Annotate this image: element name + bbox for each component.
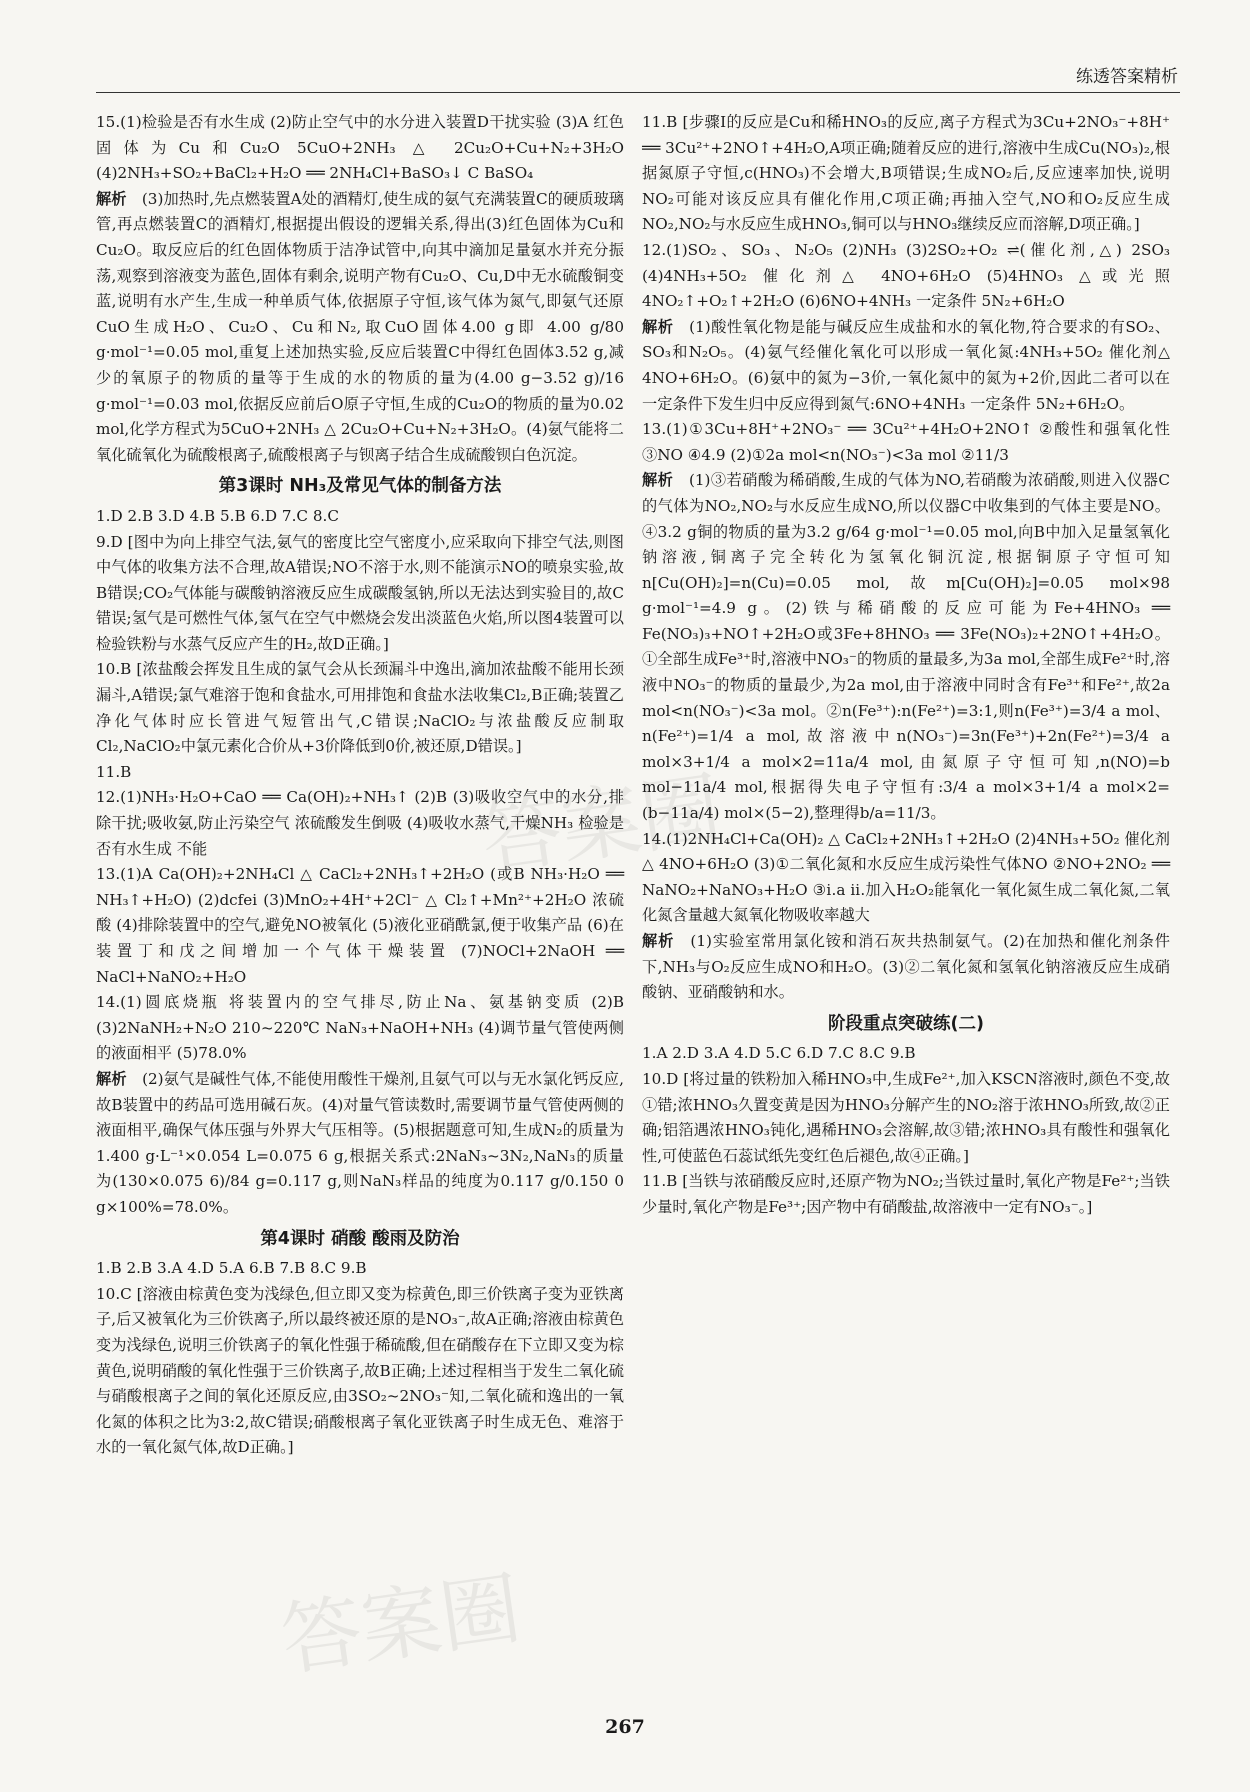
section-title: 第3课时 NH₃及常见气体的制备方法 — [218, 476, 502, 497]
answer-paragraph — [96, 657, 624, 759]
paragraph-text: 13.(1)A Ca(OH)₂+2NH₄Cl △ CaCl₂+2NH₃↑+2H₂O (或B NH₃·H₂O ══ NH₃↑+H₂O) (2)dcfei (3)MnO₂+4H⁺+2Cl⁻ △ Cl₂↑+Mn²⁺+2H₂O 浓硫酸 (4)排除装置中的空气,避免NO被氧化 (5)液化亚硝酰氯,便于收集产品 (6)在装置丁和戊之间增加一个气体干燥装置 (7)NOCl+2NaOH ══ NaCl+NaNO₂+H₂O — [96, 865, 624, 986]
answer-paragraph — [96, 785, 624, 862]
paragraph-text: 10.B [浓盐酸会挥发且生成的氯气会从长颈漏斗中逸出,滴加浓盐酸不能用长颈漏斗,A错误;氯气难溶于饱和食盐水,可用排饱和食盐水法收集Cl₂,B正确;装置乙净化气体时应长管进气短管出气,C错误;NaClO₂与浓盐酸反应制取Cl₂,NaClO₂中氯元素化合价从+3价降低到0价,被还原,D错误。] — [96, 660, 624, 756]
paragraph-text: 9.D [图中为向上排空气法,氨气的密度比空气密度小,应采取向下排空气法,则图中气体的收集方法不合理,故A错误;NO不溶于水,则不能演示NO的喷泉实验,故B错误;CO₂气体能与碳酸钠溶液反应生成碳酸氢钠,所以无法达到实验目的,故C错误;氢气是可燃性气体,氢气在空气中燃烧会发出淡蓝色火焰,所以图4装置可以检验铁粉与水蒸气反应产生的H₂,故D正确。] — [96, 532, 624, 653]
watermark: 答案圈 — [475, 761, 727, 888]
answer-paragraph — [642, 1067, 1170, 1169]
answer-paragraph — [96, 990, 624, 1067]
analysis-paragraph — [96, 187, 624, 469]
page-number: 267 — [605, 1716, 645, 1738]
paragraph-text: 10.C [溶液由棕黄色变为浅绿色,但立即又变为棕黄色,即三价铁离子变为亚铁离子,后又被氧化为三价铁离子,所以最终被还原的是NO₃⁻,故A正确;溶液由棕黄色变为浅绿色,说明三价铁离子的氧化性强于稀硫酸,但在硝酸存在下立即又变为棕黄色,说明硝酸的氧化性强于三价铁离子,故B正确;上述过程相当于发生二氧化硫与硝酸根离子之间的氧化还原反应,由3SO₂~2NO₃⁻知,二氧化硫和逸出的一氧化氮的体积之比为3:2,故C错误;硝酸根离子氧化亚铁离子时生成无色、难溶于水的一氧化氮气体,故D正确。] — [96, 1284, 624, 1457]
right-column — [642, 110, 1170, 1221]
header-title: 练透答案精析 — [1076, 67, 1178, 87]
answer-paragraph — [96, 504, 624, 530]
paragraph-text: 1.A 2.D 3.A 4.D 5.C 6.D 7.C 8.C 9.B — [642, 1044, 916, 1063]
analysis-paragraph — [642, 315, 1170, 417]
paragraph-text: 11.B [步骤Ⅰ的反应是Cu和稀HNO₃的反应,离子方程式为3Cu+2NO₃⁻+8H⁺ ══ 3Cu²⁺+2NO↑+4H₂O,A项正确;随着反应的进行,溶液中生成Cu(NO₃)₂,根据氮原子守恒,c(HNO₃)不会增大,B项错误;生成NO₂后,反应速率加快,说明NO₂可能对该反应具有催化作用,C项正确;再抽入空气,NO和O₂反应生成NO₂,NO₂与水反应生成HNO₃,铜可以与HNO₃继续反应而溶解,D项正确。] — [642, 113, 1170, 234]
paragraph-text: (1)酸性氧化物是能与碱反应生成盐和水的氧化物,符合要求的有SO₂、SO₃和N₂O₅。(4)氨气经催化氧化可以形成一氧化氮:4NH₃+5O₂ 催化剂△ 4NO+6H₂O。(6)氨中的氮为−3价,一氧化氮中的氮为+2价,因此二者可以在一定条件下发生归中反应得到氮气:6NO+4NH₃ 一定条件 5N₂+6H₂O。 — [642, 317, 1170, 413]
paragraph-text: 11.B [当铁与浓硝酸反应时,还原产物为NO₂;当铁过量时,氧化产物是Fe²⁺;当铁少量时,氧化产物是Fe³⁺;因产物中有硝酸盐,故溶液中一定有NO₃⁻。] — [642, 1172, 1170, 1216]
left-column — [96, 110, 624, 1461]
answer-paragraph — [96, 110, 624, 187]
paragraph-text: 1.D 2.B 3.D 4.B 5.B 6.D 7.C 8.C — [96, 506, 339, 525]
analysis-label: 解析 — [96, 189, 142, 208]
analysis-label: 解析 — [642, 932, 691, 950]
answer-paragraph — [96, 1282, 624, 1461]
paragraph-text: (2)氨气是碱性气体,不能使用酸性干燥剂,且氨气可以与无水氯化钙反应,故B装置中的药品可选用碱石灰。(4)对量气管读数时,需要调节量气管使两侧的液面相平,确保气体压强与外界大气压相等。(5)根据题意可知,生成N₂的质量为1.400 g·L⁻¹×0.054 L=0.075 6 g,根据关系式:2NaN₃~3N₂,NaN₃的质量为(130×0.075 6)/84 g=0.117 g,则NaN₃样品的纯度为0.117 g/0.150 0 g×100%=78.0%。 — [96, 1069, 624, 1216]
answer-paragraph — [96, 1256, 624, 1282]
paragraph-text: 12.(1)NH₃·H₂O+CaO ══ Ca(OH)₂+NH₃↑ (2)B (3)吸收空气中的水分,排除干扰;吸收氨,防止污染空气 浓硫酸发生倒吸 (4)吸收水蒸气,干燥NH₃ 检验是否有水生成 不能 — [96, 788, 624, 858]
paragraph-text: 15.(1)检验是否有水生成 (2)防止空气中的水分进入装置D干扰实验 (3)A 红色固体为Cu和Cu₂O 5CuO+2NH₃ △ 2Cu₂O+Cu+N₂+3H₂O (4)2NH₃+SO₂+BaCl₂+H₂O ══ 2NH₄Cl+BaSO₃↓ C BaSO₄ — [96, 113, 624, 183]
answer-paragraph — [642, 417, 1170, 468]
analysis-label: 解析 — [96, 1069, 143, 1088]
section-title: 第4课时 硝酸 酸雨及防治 — [260, 1228, 460, 1249]
paragraph-text: (1)③若硝酸为稀硝酸,生成的气体为NO,若硝酸为浓硝酸,则进入仪器C的气体为NO₂,NO₂与水反应生成NO,所以仪器C中收集到的气体主要是NO。④3.2 g铜的物质的量为3.2 g/64 g·mol⁻¹=0.05 mol,向B中加入足量氢氧化钠溶液,铜离子完全转化为氢氧化铜沉淀,根据铜原子守恒可知n[Cu(OH)₂]=n(Cu)=0.05 mol,故m[Cu(OH)₂]=0.05 mol×98 g·mol⁻¹=4.9 g。(2)铁与稀硝酸的反应可能为Fe+4HNO₃ ══ Fe(NO₃)₃+NO↑+2H₂O或3Fe+8HNO₃ ══ 3Fe(NO₃)₂+2NO↑+4H₂O。①全部生成Fe³⁺时,溶液中NO₃⁻的物质的量最多,为3a mol,全部生成Fe²⁺时,溶液中NO₃⁻的物质的量最少,为2a mol,由于溶液中同时含有Fe³⁺和Fe²⁺,故2a mol<n(NO₃⁻)<3a mol。②n(Fe³⁺):n(Fe²⁺)=3:1,则n(Fe³⁺)=3/4 a mol、n(Fe²⁺)=1/4 a mol,故溶液中n(NO₃⁻)=3n(Fe³⁺)+2n(Fe²⁺)=3/4 a mol×3+1/4 a mol×2=11a/4 mol,由氮原子守恒可知,n(NO)=b mol−11a/4 mol,根据得失电子守恒有:3/4 a mol×3+1/4 a mol×2=(b−11a/4) mol×(5−2),整理得b/a=11/3。 — [642, 471, 1171, 823]
answer-paragraph — [96, 760, 624, 786]
answer-paragraph — [642, 110, 1170, 238]
analysis-label: 解析 — [642, 317, 690, 336]
answer-paragraph — [96, 862, 624, 990]
header-divider — [96, 92, 1180, 93]
answer-paragraph — [642, 1169, 1170, 1220]
paragraph-text: 12.(1)SO₂、SO₃、N₂O₅ (2)NH₃ (3)2SO₂+O₂ ⇌(催化剂,△) 2SO₃ (4)4NH₃+5O₂ 催化剂△ 4NO+6H₂O (5)4HNO₃ △或光照 4NO₂↑+O₂↑+2H₂O (6)6NO+4NH₃ 一定条件 5N₂+6H₂O — [642, 240, 1170, 311]
paragraph-text: 13.(1)①3Cu+8H⁺+2NO₃⁻ ══ 3Cu²⁺+4H₂O+2NO↑ ②酸性和强氧化性 ③NO ④4.9 (2)①2a mol<n(NO₃⁻)<3a mol ②11/3 — [642, 420, 1170, 464]
watermark: 答案圈 — [275, 1561, 527, 1688]
paragraph-text: 14.(1)2NH₄Cl+Ca(OH)₂ △ CaCl₂+2NH₃↑+2H₂O (2)4NH₃+5O₂ 催化剂△ 4NO+6H₂O (3)①二氧化氮和水反应生成污染性气体NO ②NO+2NO₂ ══ NaNO₂+NaNO₃+H₂O ③ⅰ.a ⅱ.加入H₂O₂能氧化一氧化氮生成二氧化氮,二氧化氮含量越大氮氧化物吸收率越大 — [642, 829, 1170, 925]
paragraph-text: (1)实验室常用氯化铵和消石灰共热制氨气。(2)在加热和催化剂条件下,NH₃与O₂反应生成NO和H₂O。(3)②二氧化氮和氢氧化钠溶液反应生成硝酸钠、亚硝酸钠和水。 — [642, 932, 1170, 1002]
paragraph-text: (3)加热时,先点燃装置A处的酒精灯,使生成的氨气充满装置C的硬质玻璃管,再点燃装置C的酒精灯,根据提出假设的逻辑关系,得出(3)红色固体为Cu和Cu₂O。取反应后的红色固体物质于洁净试管中,向其中滴加足量氨水并充分振荡,观察到溶液变为蓝色,固体有剩余,说明产物有Cu₂O、Cu,D中无水硫酸铜变蓝,说明有水产生,生成一种单质气体,依据原子守恒,该气体为氮气,即氨气还原CuO生成H₂O、Cu₂O、Cu和N₂,取CuO固体4.00 g即 4.00 g/80 g·mol⁻¹=0.05 mol,重复上述加热实验,反应后装置C中得红色固体3.52 g,减少的氧原子的物质的量等于生成的水的物质的量为(4.00 g−3.52 g)/16 g·mol⁻¹=0.03 mol,依据反应前后O原子守恒,生成的Cu₂O的物质的量为0.02 mol,化学方程式为5CuO+2NH₃ △ 2Cu₂O+Cu+N₂+3H₂O。(4)氨气能将二氧化硫氧化为硫酸根离子,硫酸根离子与钡离子结合生成硫酸钡白色沉淀。 — [96, 189, 624, 464]
paragraph-text: 14.(1)圆底烧瓶 将装置内的空气排尽,防止Na、氨基钠变质 (2)B (3)2NaNH₂+N₂O 210~220℃ NaN₃+NaOH+NH₃ (4)调节量气管使两侧的液面相平 (5)78.0% — [96, 993, 624, 1063]
analysis-paragraph — [642, 929, 1170, 1006]
analysis-paragraph — [96, 1067, 624, 1221]
paragraph-text: 1.B 2.B 3.A 4.D 5.A 6.B 7.B 8.C 9.B — [96, 1259, 367, 1278]
answer-paragraph — [96, 530, 624, 658]
paragraph-text: 10.D [将过量的铁粉加入稀HNO₃中,生成Fe²⁺,加入KSCN溶液时,颜色不变,故①错;浓HNO₃久置变黄是因为HNO₃分解产生的NO₂溶于浓HNO₃所致,故②正确;铝箔遇浓HNO₃钝化,遇稀HNO₃会溶解,故③错;浓HNO₃具有酸性和强氧化性,可使蓝色石蕊试纸先变红色后褪色,故④正确。] — [642, 1069, 1170, 1165]
paragraph-text: 11.B — [96, 762, 132, 781]
answer-paragraph — [642, 238, 1170, 315]
analysis-label: 解析 — [642, 471, 689, 490]
answer-paragraph — [642, 1041, 1170, 1067]
section-title: 阶段重点突破练(二) — [828, 1013, 984, 1034]
analysis-paragraph — [642, 468, 1170, 826]
answer-paragraph — [642, 827, 1170, 929]
